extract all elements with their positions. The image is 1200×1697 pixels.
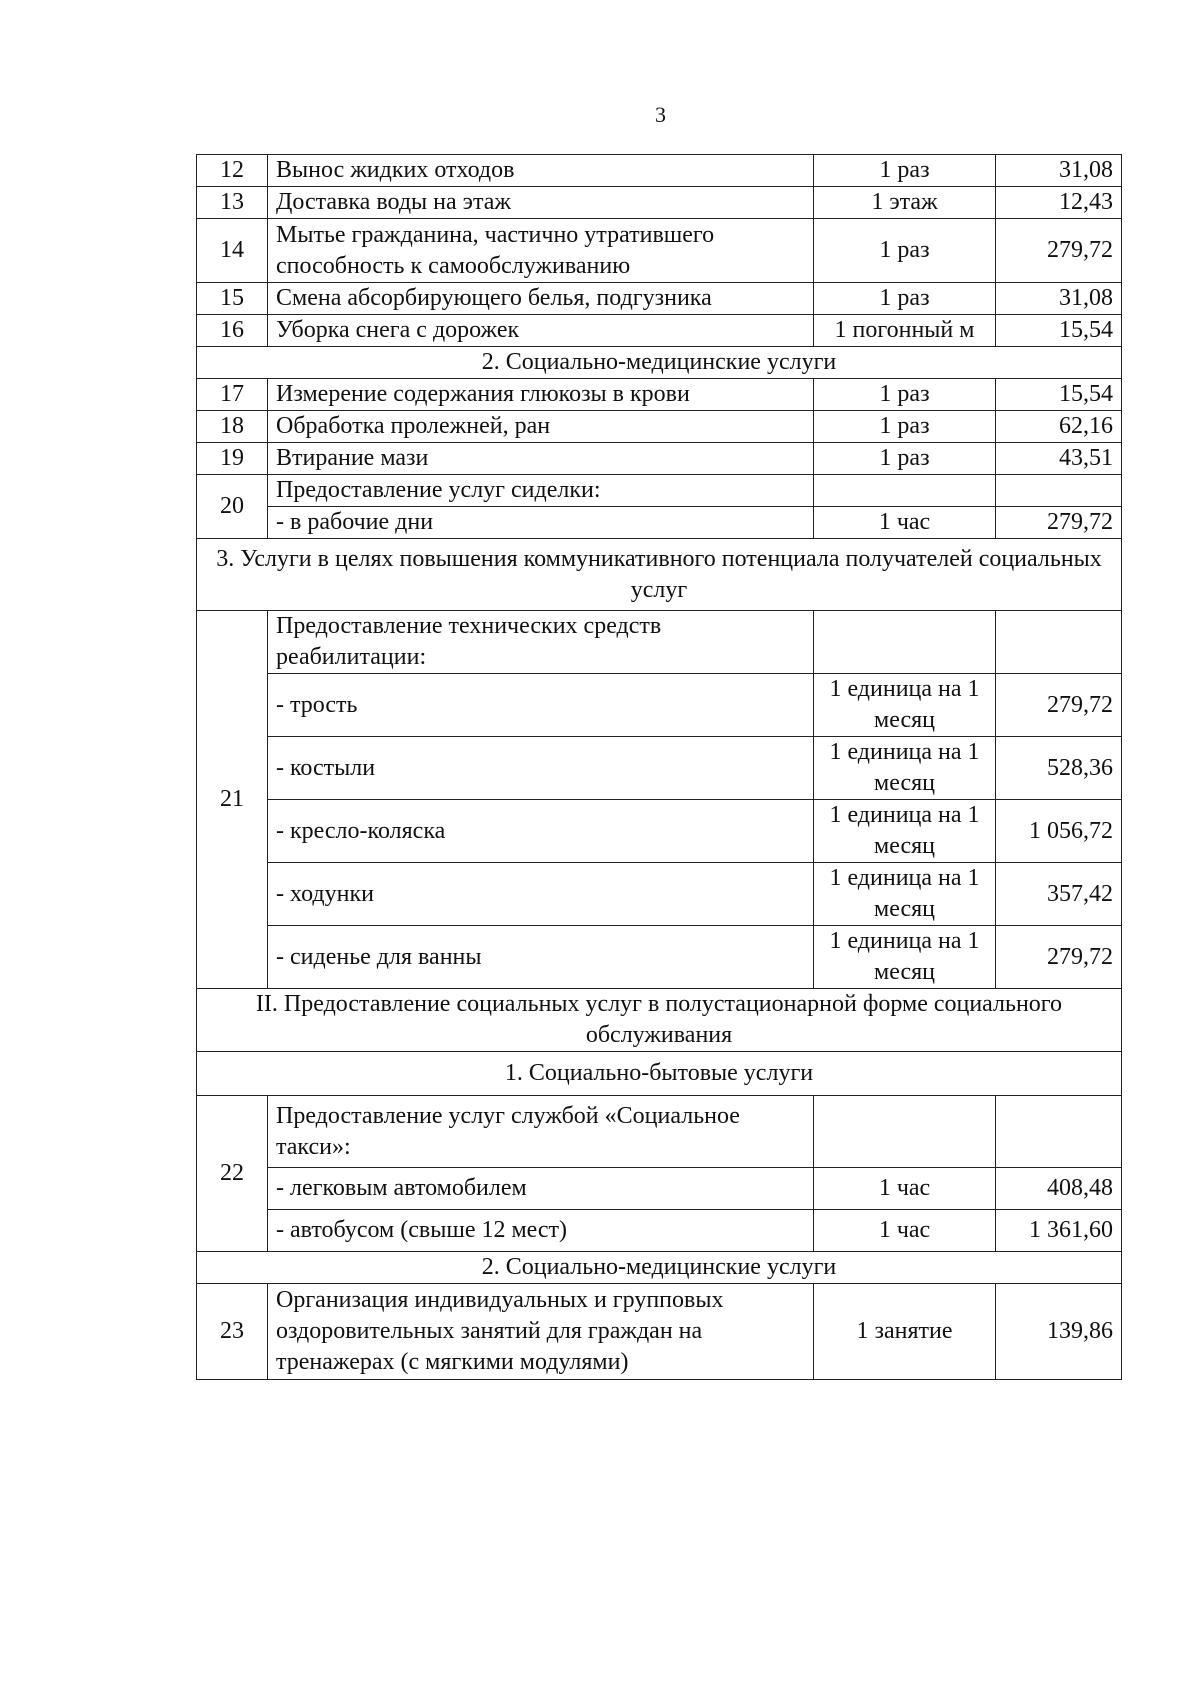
row-number: 20 (197, 475, 268, 539)
price: 31,08 (996, 283, 1122, 315)
row-number: 12 (197, 155, 268, 187)
row-number: 21 (197, 611, 268, 989)
service-subitem: - автобусом (свыше 12 мест) (268, 1210, 814, 1252)
table-subrow (197, 507, 1122, 539)
table-row (197, 611, 1122, 674)
service-subitem: - ходунки (268, 863, 814, 926)
price: 15,54 (996, 379, 1122, 411)
part-heading: II. Предоставление социальных услуг в полустационарной форме социального обслуживания (197, 989, 1122, 1052)
unit-of-measure: 1 раз (814, 411, 996, 443)
section-row (197, 1252, 1122, 1284)
unit-of-measure (814, 1096, 996, 1168)
price: 528,36 (996, 737, 1122, 800)
service-subitem: - легковым автомобилем (268, 1168, 814, 1210)
table-subrow (197, 674, 1122, 737)
row-number: 16 (197, 315, 268, 347)
unit-of-measure: 1 единица на 1 месяц (814, 737, 996, 800)
price: 279,72 (996, 219, 1122, 283)
price: 279,72 (996, 507, 1122, 539)
row-number: 22 (197, 1096, 268, 1252)
row-number: 13 (197, 187, 268, 219)
table-row (197, 219, 1122, 283)
unit-of-measure: 1 единица на 1 месяц (814, 863, 996, 926)
service-name: Вынос жидких отходов (268, 155, 814, 187)
service-name: Измерение содержания глюкозы в крови (268, 379, 814, 411)
section-heading: 2. Социально-медицинские услуги (197, 347, 1122, 379)
table-subrow (197, 1168, 1122, 1210)
price: 62,16 (996, 411, 1122, 443)
service-name: Мытье гражданина, частично утратившего способность к самообслуживанию (268, 219, 814, 283)
table-subrow (197, 863, 1122, 926)
table-subrow (197, 926, 1122, 989)
price: 1 056,72 (996, 800, 1122, 863)
service-subitem: - сиденье для ванны (268, 926, 814, 989)
service-subitem: - костыли (268, 737, 814, 800)
service-subitem: - в рабочие дни (268, 507, 814, 539)
tariff-table (196, 154, 1122, 1380)
section-row (197, 347, 1122, 379)
service-name: Обработка пролежней, ран (268, 411, 814, 443)
unit-of-measure (814, 611, 996, 674)
price: 1 361,60 (996, 1210, 1122, 1252)
unit-of-measure: 1 этаж (814, 187, 996, 219)
price (996, 1096, 1122, 1168)
row-number: 14 (197, 219, 268, 283)
row-number: 19 (197, 443, 268, 475)
table-row (197, 315, 1122, 347)
table-row (197, 155, 1122, 187)
service-name: Доставка воды на этаж (268, 187, 814, 219)
table-subrow (197, 737, 1122, 800)
price: 408,48 (996, 1168, 1122, 1210)
section-row (197, 539, 1122, 611)
unit-of-measure: 1 раз (814, 219, 996, 283)
price: 279,72 (996, 674, 1122, 737)
table-row (197, 1284, 1122, 1380)
table-row (197, 443, 1122, 475)
service-name: Организация индивидуальных и групповых оздоровительных занятий для граждан на тренажерах (с мягкими модулями) (268, 1284, 814, 1380)
service-subitem: - кресло-коляска (268, 800, 814, 863)
unit-of-measure (814, 475, 996, 507)
table-row (197, 475, 1122, 507)
unit-of-measure: 1 час (814, 507, 996, 539)
service-name: Предоставление технических средств реабилитации: (268, 611, 814, 674)
unit-of-measure: 1 раз (814, 155, 996, 187)
table-row (197, 411, 1122, 443)
table-subrow (197, 1210, 1122, 1252)
table-subrow (197, 800, 1122, 863)
price: 357,42 (996, 863, 1122, 926)
price: 12,43 (996, 187, 1122, 219)
service-name: Уборка снега с дорожек (268, 315, 814, 347)
row-number: 15 (197, 283, 268, 315)
price (996, 611, 1122, 674)
table-row (197, 187, 1122, 219)
price: 15,54 (996, 315, 1122, 347)
section-row (197, 1052, 1122, 1096)
unit-of-measure: 1 час (814, 1210, 996, 1252)
unit-of-measure: 1 погонный м (814, 315, 996, 347)
table-row (197, 379, 1122, 411)
section-heading: 1. Социально-бытовые услуги (197, 1052, 1122, 1096)
section-heading: 3. Услуги в целях повышения коммуникативного потенциала получателей социальных услуг (197, 539, 1122, 611)
service-name: Предоставление услуг службой «Социальное такси»: (268, 1096, 814, 1168)
table-row (197, 1096, 1122, 1168)
price: 31,08 (996, 155, 1122, 187)
unit-of-measure: 1 раз (814, 443, 996, 475)
table-row (197, 283, 1122, 315)
unit-of-measure: 1 единица на 1 месяц (814, 674, 996, 737)
section-heading: 2. Социально-медицинские услуги (197, 1252, 1122, 1284)
unit-of-measure: 1 раз (814, 283, 996, 315)
service-subitem: - трость (268, 674, 814, 737)
section-row (197, 989, 1122, 1052)
unit-of-measure: 1 раз (814, 379, 996, 411)
unit-of-measure: 1 час (814, 1168, 996, 1210)
service-name: Смена абсорбирующего белья, подгузника (268, 283, 814, 315)
unit-of-measure: 1 единица на 1 месяц (814, 800, 996, 863)
service-name: Предоставление услуг сиделки: (268, 475, 814, 507)
price: 139,86 (996, 1284, 1122, 1380)
service-name: Втирание мази (268, 443, 814, 475)
row-number: 17 (197, 379, 268, 411)
price (996, 475, 1122, 507)
row-number: 23 (197, 1284, 268, 1380)
price: 279,72 (996, 926, 1122, 989)
unit-of-measure: 1 занятие (814, 1284, 996, 1380)
unit-of-measure: 1 единица на 1 месяц (814, 926, 996, 989)
row-number: 18 (197, 411, 268, 443)
price: 43,51 (996, 443, 1122, 475)
